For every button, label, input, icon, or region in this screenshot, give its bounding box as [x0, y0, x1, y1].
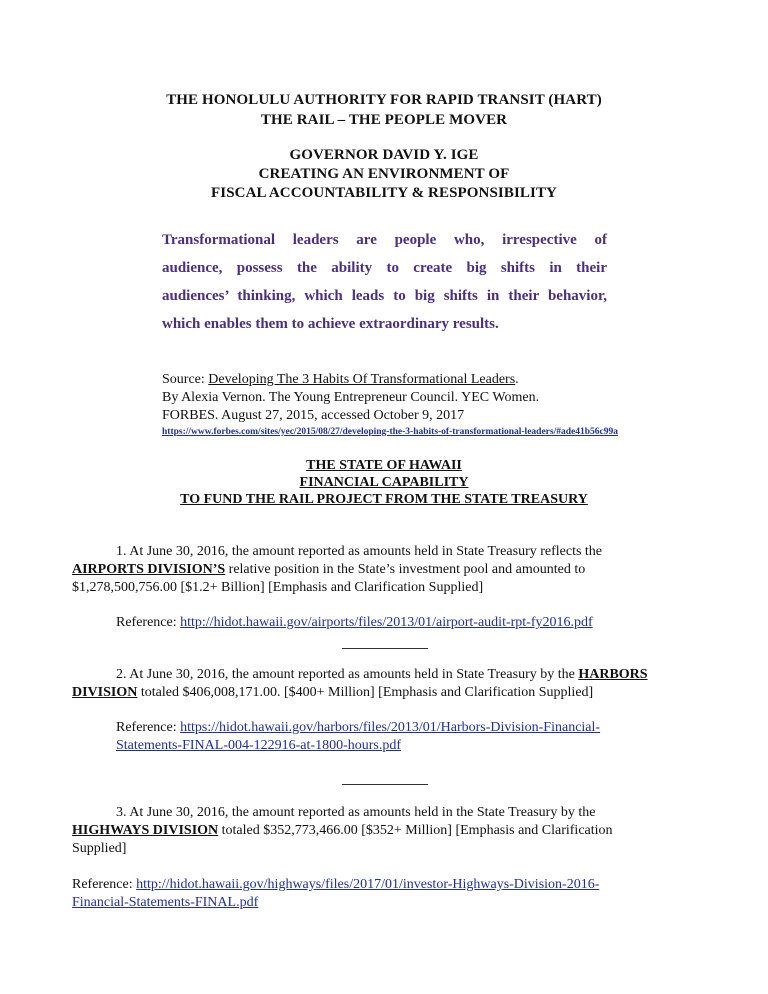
- item-2-ref-link-a[interactable]: https://hidot.hawaii.gov/harbors/files/2013/01/Harbors-Division-Financial-: [180, 720, 601, 735]
- item-2-reference: [116, 719, 704, 755]
- leadership-quote: [162, 226, 607, 338]
- section-heading-line-2: [0, 474, 768, 492]
- header-title-line-5: FISCAL ACCOUNTABILITY & RESPONSIBILITY: [211, 185, 557, 201]
- separator-line-1: [342, 648, 428, 649]
- header-title-line-3: GOVERNOR DAVID Y. IGE: [289, 147, 479, 163]
- item-3-text-a: 3. At June 30, 2016, the amount reported as amounts held in the State Treasury by the: [116, 805, 596, 820]
- header-title-line-4: CREATING AN ENVIRONMENT OF: [258, 166, 510, 182]
- item-1-text-b: relative position in the State’s investment pool and amounted to: [225, 562, 586, 577]
- source-article-title: Developing The 3 Habits Of Transformational Leaders: [208, 372, 516, 387]
- header-title-line-2: THE RAIL – THE PEOPLE MOVER: [260, 112, 508, 128]
- item-1-text-a: 1. At June 30, 2016, the amount reported as amounts held in State Treasury reflects the: [116, 544, 603, 559]
- item-2-text-b: totaled $406,008,171.00. [$400+ Million] [Emphasis and Clarification Supplied]: [137, 685, 594, 700]
- source-line-2: By Alexia Vernon. The Young Entrepreneur Council. YEC Women.: [162, 390, 540, 405]
- quote-source: [162, 371, 702, 439]
- item-3-text-c: Supplied]: [72, 841, 127, 856]
- separator-line-2: [342, 784, 428, 785]
- item-1-reference: [116, 614, 704, 632]
- item-2-paragraph: [72, 666, 704, 702]
- item-2-ref-label: Reference:: [116, 720, 181, 735]
- item-3-ref-label: Reference:: [72, 877, 137, 892]
- item-3-ref-link-b[interactable]: Financial-Statements-FINAL.pdf: [72, 895, 259, 910]
- item-2-ref-link-b[interactable]: Statements-FINAL-004-122916-at-1800-hours.pdf: [116, 738, 402, 753]
- item-3-text-b: totaled $352,773,466.00 [$352+ Million] [Emphasis and Clarification: [218, 823, 613, 838]
- quote-line-3: audiences’ thinking, which leads to big shifts in their behavior,: [162, 288, 607, 304]
- quote-line-1: Transformational leaders are people who, irrespective of: [162, 232, 607, 248]
- section-heading-text-3: TO FUND THE RAIL PROJECT FROM THE STATE TREASURY: [180, 492, 588, 507]
- source-line-1: [162, 371, 702, 389]
- item-3-ref-link-a[interactable]: http://hidot.hawaii.gov/highways/files/2017/01/investor-Highways-Division-2016-: [136, 877, 600, 892]
- item-1-text-c: $1,278,500,756.00 [$1.2+ Billion] [Emphasis and Clarification Supplied]: [72, 580, 484, 595]
- item-2-division-a: HARBORS: [578, 667, 648, 682]
- source-line-3: FORBES. August 27, 2015, accessed October 9, 2017: [162, 408, 465, 423]
- section-heading-text-2: FINANCIAL CAPABILITY: [299, 475, 469, 490]
- item-1-ref-link[interactable]: http://hidot.hawaii.gov/airports/files/2013/01/airport-audit-rpt-fy2016.pdf: [180, 615, 593, 630]
- item-2-division-b: DIVISION: [72, 685, 138, 700]
- item-3-division: HIGHWAYS DIVISION: [72, 823, 219, 838]
- section-heading-line-3: [0, 491, 768, 509]
- section-heading-text-1: THE STATE OF HAWAII: [306, 458, 462, 473]
- quote-line-2: audience, possess the ability to create big shifts in their: [162, 260, 607, 276]
- item-1-division: AIRPORTS DIVISION’S: [72, 562, 226, 577]
- header-title-line-1: THE HONOLULU AUTHORITY FOR RAPID TRANSIT (HART): [166, 92, 602, 108]
- item-2-text-a: 2. At June 30, 2016, the amount reported as amounts held in State Treasury by the: [116, 667, 579, 682]
- item-3-reference: [72, 876, 704, 912]
- item-1-ref-label: Reference:: [116, 615, 181, 630]
- quote-line-4: which enables them to achieve extraordinary results.: [162, 316, 499, 332]
- source-url-link[interactable]: https://www.forbes.com/sites/yec/2015/08/27/developing-the-3-habits-of-transformational-leaders/#ade41b56c99a: [162, 427, 618, 437]
- source-title-end: .: [515, 372, 519, 387]
- source-prefix: Source:: [162, 372, 209, 387]
- item-3-paragraph: [72, 804, 704, 858]
- section-heading-line-1: [0, 457, 768, 475]
- item-1-paragraph: [72, 543, 704, 597]
